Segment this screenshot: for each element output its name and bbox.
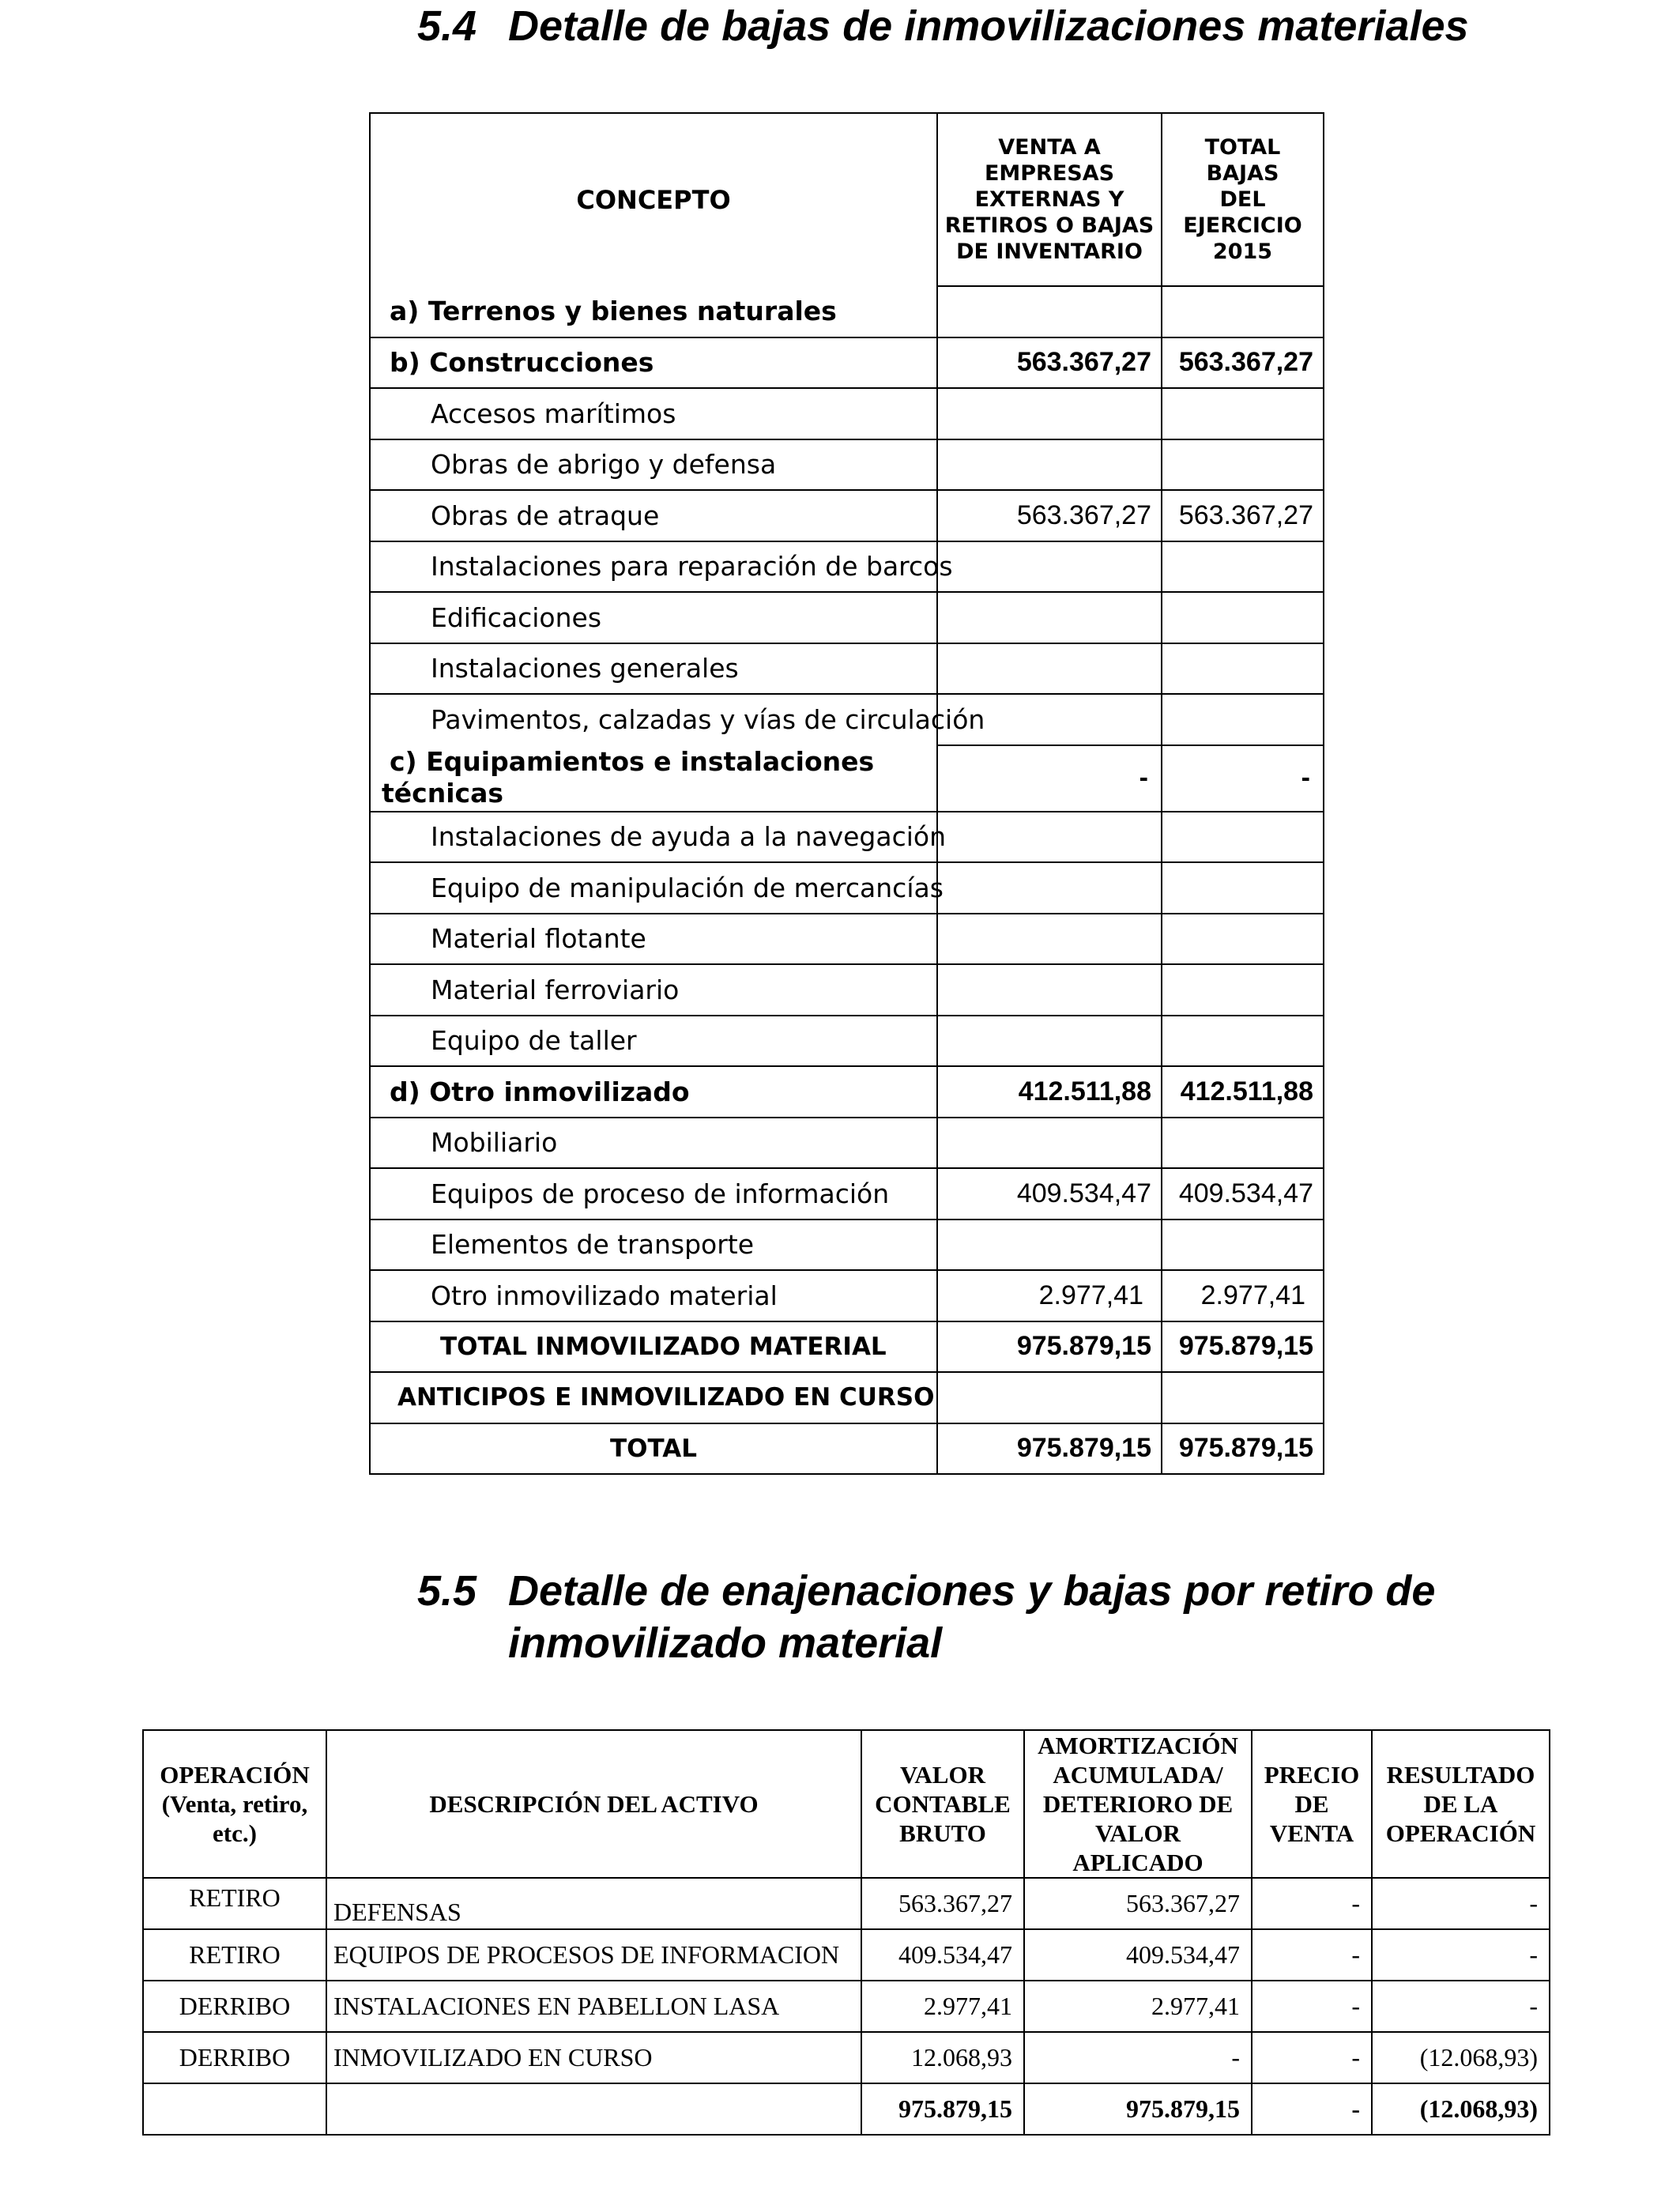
enajenaciones-header-row bbox=[143, 1730, 1550, 1878]
row-total bbox=[1162, 914, 1324, 965]
table-row bbox=[370, 1168, 1324, 1220]
table-row bbox=[370, 388, 1324, 439]
row-label: Equipo de taller bbox=[370, 1016, 937, 1067]
table-row bbox=[370, 541, 1324, 593]
section-54-title: Detalle de bajas de inmovilizaciones materiales bbox=[508, 2, 1469, 50]
row-venta bbox=[937, 914, 1162, 965]
row-label: Instalaciones de ayuda a la navegación bbox=[370, 812, 937, 863]
row-total bbox=[1162, 812, 1324, 863]
row-total bbox=[1162, 643, 1324, 695]
table-row bbox=[370, 1372, 1324, 1423]
cell-valor: 12.068,93 bbox=[861, 2032, 1024, 2083]
row-total: 2.977,41 bbox=[1162, 1270, 1324, 1321]
cell-precio: - bbox=[1252, 1929, 1372, 1981]
table-row bbox=[370, 1066, 1324, 1118]
cell-descripcion: DEFENSAS bbox=[326, 1878, 861, 1929]
row-venta: 563.367,27 bbox=[937, 490, 1162, 541]
cell-descripcion: EQUIPOS DE PROCESOS DE INFORMACION bbox=[326, 1929, 861, 1981]
cell-resultado: - bbox=[1372, 1981, 1550, 2032]
row-total bbox=[1162, 694, 1324, 745]
cell-operacion: DERRIBO bbox=[143, 1981, 326, 2032]
row-label: Elementos de transporte bbox=[370, 1220, 937, 1271]
row-venta: 412.511,88 bbox=[937, 1066, 1162, 1118]
cell-operacion: RETIRO bbox=[143, 1929, 326, 1981]
row-label: Accesos marítimos bbox=[370, 388, 937, 439]
row-total: - bbox=[1162, 745, 1324, 812]
row-total bbox=[1162, 1118, 1324, 1169]
cell-descripcion bbox=[326, 2083, 861, 2135]
table-row bbox=[370, 1016, 1324, 1067]
table-row bbox=[370, 1423, 1324, 1475]
cell-resultado: (12.068,93) bbox=[1372, 2083, 1550, 2135]
table-row bbox=[143, 1929, 1550, 1981]
cell-precio: - bbox=[1252, 2083, 1372, 2135]
row-total bbox=[1162, 1016, 1324, 1067]
cell-amortizacion: 409.534,47 bbox=[1024, 1929, 1252, 1981]
cell-descripcion: INMOVILIZADO EN CURSO bbox=[326, 2032, 861, 2083]
header-valor: VALOR CONTABLE BRUTO bbox=[861, 1730, 1024, 1878]
section-55-heading bbox=[417, 1565, 1435, 1669]
row-label: Edificaciones bbox=[370, 592, 937, 643]
section-55-title-line1: Detalle de enajenaciones y bajas por retiro de bbox=[508, 1567, 1436, 1615]
table-row bbox=[143, 2032, 1550, 2083]
row-label: Obras de atraque bbox=[370, 490, 937, 541]
row-venta: 975.879,15 bbox=[937, 1423, 1162, 1475]
row-label: Pavimentos, calzadas y vías de circulación bbox=[370, 694, 937, 745]
row-label: TOTAL INMOVILIZADO MATERIAL bbox=[370, 1321, 937, 1373]
row-venta bbox=[937, 1016, 1162, 1067]
row-label: d) Otro inmovilizado bbox=[370, 1066, 937, 1118]
row-total bbox=[1162, 541, 1324, 593]
row-label: TOTAL bbox=[370, 1423, 937, 1475]
header-venta: VENTA A EMPRESAS EXTERNAS Y RETIROS O BAJAS DE INVENTARIO bbox=[937, 113, 1162, 286]
row-total: 563.367,27 bbox=[1162, 490, 1324, 541]
bajas-header-row bbox=[370, 113, 1324, 286]
header-amortizacion: AMORTIZACIÓN ACUMULADA/ DETERIORO DE VALOR APLICADO bbox=[1024, 1730, 1252, 1878]
row-venta bbox=[937, 286, 1162, 337]
row-venta: 563.367,27 bbox=[937, 337, 1162, 389]
row-venta bbox=[937, 1220, 1162, 1271]
row-label: c) Equipamientos e instalaciones técnicas bbox=[370, 745, 937, 812]
row-total bbox=[1162, 964, 1324, 1016]
table-row bbox=[370, 914, 1324, 965]
row-venta bbox=[937, 541, 1162, 593]
cell-amortizacion: 563.367,27 bbox=[1024, 1878, 1252, 1929]
row-venta bbox=[937, 439, 1162, 491]
row-label: Mobiliario bbox=[370, 1118, 937, 1169]
cell-amortizacion: 2.977,41 bbox=[1024, 1981, 1252, 2032]
total-row bbox=[143, 2083, 1550, 2135]
section-55-number: 5.5 bbox=[417, 1567, 477, 1615]
table-row bbox=[370, 1270, 1324, 1321]
cell-valor: 975.879,15 bbox=[861, 2083, 1024, 2135]
cell-amortizacion: 975.879,15 bbox=[1024, 2083, 1252, 2135]
cell-valor: 563.367,27 bbox=[861, 1878, 1024, 1929]
row-venta: 2.977,41 bbox=[937, 1270, 1162, 1321]
row-total: 975.879,15 bbox=[1162, 1321, 1324, 1373]
table-row bbox=[370, 694, 1324, 745]
row-label: Instalaciones generales bbox=[370, 643, 937, 695]
row-venta bbox=[937, 1372, 1162, 1423]
table-row bbox=[370, 490, 1324, 541]
row-total bbox=[1162, 862, 1324, 914]
row-label: Material ferroviario bbox=[370, 964, 937, 1016]
table-row bbox=[370, 1118, 1324, 1169]
table-row bbox=[370, 1321, 1324, 1373]
cell-precio: - bbox=[1252, 1878, 1372, 1929]
header-precio: PRECIO DE VENTA bbox=[1252, 1730, 1372, 1878]
cell-operacion: DERRIBO bbox=[143, 2032, 326, 2083]
section-54-number: 5.4 bbox=[417, 2, 477, 50]
row-label: Instalaciones para reparación de barcos bbox=[370, 541, 937, 593]
cell-descripcion: INSTALACIONES EN PABELLON LASA bbox=[326, 1981, 861, 2032]
row-venta: 409.534,47 bbox=[937, 1168, 1162, 1220]
row-label: ANTICIPOS E INMOVILIZADO EN CURSO bbox=[370, 1372, 937, 1423]
row-total bbox=[1162, 1372, 1324, 1423]
row-venta bbox=[937, 388, 1162, 439]
table-row bbox=[370, 745, 1324, 812]
row-total: 409.534,47 bbox=[1162, 1168, 1324, 1220]
row-venta bbox=[937, 1118, 1162, 1169]
row-label: a) Terrenos y bienes naturales bbox=[370, 286, 937, 337]
cell-valor: 409.534,47 bbox=[861, 1929, 1024, 1981]
row-label: Otro inmovilizado material bbox=[370, 1270, 937, 1321]
row-venta bbox=[937, 592, 1162, 643]
row-total: 412.511,88 bbox=[1162, 1066, 1324, 1118]
row-label: Material flotante bbox=[370, 914, 937, 965]
row-total bbox=[1162, 1220, 1324, 1271]
row-total bbox=[1162, 592, 1324, 643]
cell-operacion bbox=[143, 2083, 326, 2135]
header-operacion: OPERACIÓN (Venta, retiro, etc.) bbox=[143, 1730, 326, 1878]
row-label: b) Construcciones bbox=[370, 337, 937, 389]
table-row bbox=[143, 1878, 1550, 1929]
header-concepto: CONCEPTO bbox=[370, 113, 937, 286]
cell-resultado: (12.068,93) bbox=[1372, 2032, 1550, 2083]
table-row bbox=[370, 337, 1324, 389]
cell-valor: 2.977,41 bbox=[861, 1981, 1024, 2032]
header-descripcion: DESCRIPCIÓN DEL ACTIVO bbox=[326, 1730, 861, 1878]
row-venta bbox=[937, 643, 1162, 695]
row-total bbox=[1162, 286, 1324, 337]
cell-precio: - bbox=[1252, 1981, 1372, 2032]
header-total: TOTAL BAJAS DEL EJERCICIO 2015 bbox=[1162, 113, 1324, 286]
cell-resultado: - bbox=[1372, 1878, 1550, 1929]
cell-operacion: RETIRO bbox=[143, 1878, 326, 1929]
table-row bbox=[370, 439, 1324, 491]
table-row bbox=[143, 1981, 1550, 2032]
row-total: 975.879,15 bbox=[1162, 1423, 1324, 1475]
enajenaciones-table bbox=[142, 1729, 1550, 2136]
cell-precio: - bbox=[1252, 2032, 1372, 2083]
table-row bbox=[370, 1220, 1324, 1271]
row-venta: - bbox=[937, 745, 1162, 812]
row-total bbox=[1162, 439, 1324, 491]
row-label: Equipo de manipulación de mercancías bbox=[370, 862, 937, 914]
table-row bbox=[370, 592, 1324, 643]
table-row bbox=[370, 812, 1324, 863]
row-venta bbox=[937, 964, 1162, 1016]
cell-amortizacion: - bbox=[1024, 2032, 1252, 2083]
row-label: Equipos de proceso de información bbox=[370, 1168, 937, 1220]
table-row bbox=[370, 643, 1324, 695]
bajas-table bbox=[369, 112, 1324, 1475]
row-total: 563.367,27 bbox=[1162, 337, 1324, 389]
table-row bbox=[370, 862, 1324, 914]
row-label: Obras de abrigo y defensa bbox=[370, 439, 937, 491]
table-row bbox=[370, 964, 1324, 1016]
cell-resultado: - bbox=[1372, 1929, 1550, 1981]
row-venta: 975.879,15 bbox=[937, 1321, 1162, 1373]
row-venta bbox=[937, 812, 1162, 863]
row-venta bbox=[937, 862, 1162, 914]
section-55-title-line2: inmovilizado material bbox=[508, 1619, 943, 1667]
table-row bbox=[370, 286, 1324, 337]
header-resultado: RESULTADO DE LA OPERACIÓN bbox=[1372, 1730, 1550, 1878]
section-54-heading bbox=[417, 0, 1469, 52]
row-total bbox=[1162, 388, 1324, 439]
